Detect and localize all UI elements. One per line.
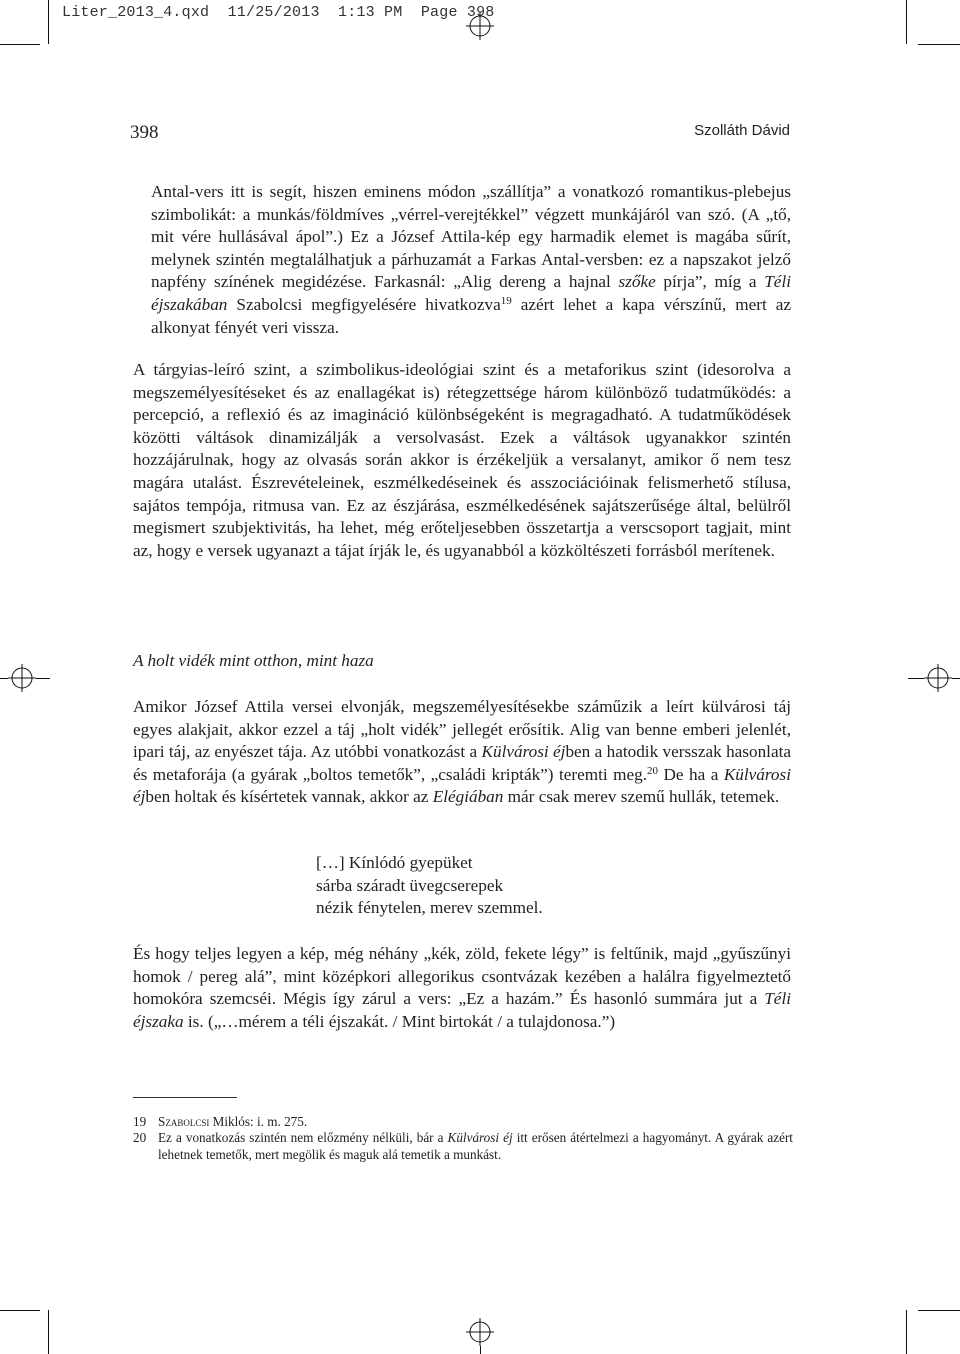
registration-mark-right-icon (924, 664, 952, 692)
paragraph-4: És hogy teljes legyen a kép, még néhány „kék, zöld, fekete légy” is feltűnik, majd „gyűszűnyi homok / pereg alá”, mint középkori allegorikus csontvázak kezében a halálra figyelmeztető homokóra szemcséi. Mégis így zárul a vers: „Ez a hazám.” És hasonló summára jut a Téli éjszaka is. („…mérem a téli éjszakát. / Mint birtokát / a tulajdonosa.”) (133, 944, 791, 1031)
crop-mark-top-left-h (0, 44, 40, 45)
poem-line: sárba száradt üvegcserepek (316, 875, 504, 895)
page-number: 398 (130, 122, 159, 143)
running-head-author: Szolláth Dávid (694, 122, 790, 139)
poem-quote (316, 852, 543, 920)
section-heading: A holt vidék mint otthon, mint haza (133, 651, 374, 670)
poem-line: […] Kínlódó gyepüket (316, 853, 473, 872)
registration-line-bottom (480, 1346, 481, 1354)
printer-slug: Liter_2013_4.qxd 11/25/2013 1:13 PM Page 398 (62, 4, 495, 21)
registration-line-left-2 (36, 678, 50, 679)
footnote-20 (133, 1129, 793, 1163)
paragraph-1: Antal-vers itt is segít, hiszen eminens módon „szállítja” a vonatkozó romantikus-plebejus szimbolikát: a munkás/földmíves „vérrel-verejtékkel” végzett munkájáról van szó. (A „tő, mit vére hullásával ápol”.) Ez a József Attila-kép egy harmadik elemet is magába sűrít, melynek szintén megtalálhatjuk a párhuzamát a Farkas Antal-versben: ez a napszakot jelző napfény színének megidézése. Farkasnál: „Alig dereng a hajnal szőke pírja”, míg a Téli éjszakában Szabolcsi megfigyelésére hivatkozva$^{19}$ azért lehet a kapa vérszínű, mert az alkonyat fényét veri vissza. (151, 182, 791, 337)
paragraph-2: A tárgyias-leíró szint, a szimbolikus-ideológiai szint és a metaforikus szint (idesorolva a megszemélyesítéseket és az enallagékat is) rétegzettsége három különböző tudatműködés: a percepció, a reflexió és az imagináció különbségeként is megragadható. A tudatműködések közötti váltások dinamizálják a versolvasást. Ezek a váltások ugyanakkor szintén hozzájárulnak, hogy az olvasás során akkor is érzékeljük a versalanyt, amikor ő nem tesz magára utalást. Észrevételeinek, eszmélkedéseinek és asszociációinak felismerhető stílusa, sajátos tempója, ritmusa van. Ez az észjárása, eszmélkedésének sajátszerűsége által, belülről megismert szubjektivitás, ha lehet, még erőteljesebben összetartja a verscsoport tagjait, mint az, hogy e versek ugyanazt a tájat írják le, és ugyanabból a közköltészeti forrásból merítenek. (133, 360, 791, 560)
paragraph-3: Amikor József Attila versei elvonják, megszemélyesítésekbe száműzik a leírt külvárosi táj egyes alakjait, akkor ezzel a táj „holt vidék” jellegét erősítik. Alig van benne emberi jelenlét, ipari táj, az enyészet tája. Az utóbbi vonatkozást a Külvárosi éjben a hatodik versszak hasonlata és metaforája (a gyárak „boltos temetők”, „családi kripták”) teremti meg.$^{20}$ De ha a Külvárosi éjben holtak és kísértetek vannak, akkor az Elégiában már csak merev szemű hullák, tetemek. (133, 697, 791, 807)
footnote-number: 19 (133, 1114, 147, 1129)
poem-line: nézik fénytelen, merev szemmel. (316, 898, 543, 918)
registration-line-right-2 (952, 678, 960, 679)
registration-mark-bottom-icon (466, 1318, 494, 1346)
registration-line-left (0, 678, 8, 679)
crop-mark-top-right (906, 0, 907, 44)
footnote-19 (133, 1113, 793, 1130)
crop-mark-top-left (48, 0, 49, 44)
crop-mark-bottom-right-h (918, 1310, 960, 1311)
footnote-text: Szabolcsi Miklós: i. m. 275. (158, 1114, 308, 1129)
crop-mark-top-right-h (918, 44, 960, 45)
crop-mark-bottom-left-h (0, 1310, 40, 1311)
registration-mark-top-icon (466, 12, 494, 40)
crop-mark-bottom-left (48, 1310, 49, 1354)
crop-mark-bottom-right (906, 1310, 907, 1354)
registration-mark-left-icon (8, 664, 36, 692)
registration-line-right (908, 678, 924, 679)
footnote-text: Ez a vonatkozás szintén nem előzmény nélküli, bár a Külvárosi éj itt erősen átértelmezi a hagyományt. A gyárak azért lehetnek temetők, mert megölik és maguk alá temetik a munkást. (158, 1130, 793, 1162)
footnote-number: 20 (133, 1130, 147, 1145)
footnote-rule (133, 1097, 237, 1098)
